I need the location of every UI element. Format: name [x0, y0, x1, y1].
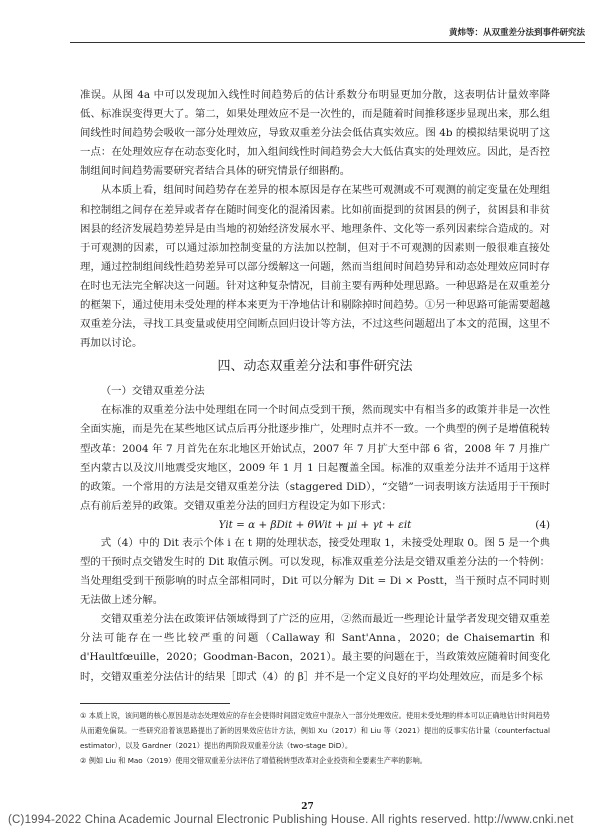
footnotes: [80, 708, 550, 768]
paragraph: 准误。从图 4a 中可以发现加入线性时间趋势后的估计系数分布明显更加分散，这表明估计量效率降低、标准误变得更大了。第二，如果处理效应不是一次性的，而是随着时间推移逐步显现出来，那么组间线性时间趋势会吸收一部分处理效应，导致双重差分法会低估真实效应。图 4b 的模拟结果说明了这一点：在处理效应存在动态变化时，加入组间线性时间趋势会大大低估真实的处理效应。因此，是否控制组间时间趋势需要研究者结合具体的研究情景仔细斟酌。: [80, 89, 550, 178]
footnote: ① 本质上说，该问题的核心原因是动态处理效应的存在会使得时间固定效应中混杂入一部分处理效应。使用未受处理的样本可以正确地估计时间趋势从而避免偏误。一些研究沿着该思路提出了新的因果效应估计方法，例如 Xu（2017）和 Liu 等（2021）提出的反事实估计量（counterfactual estimator），以及 Gardner（2021）提出的两阶段双重差分法（two-stage DiD）。: [80, 711, 550, 750]
section-title: 四、动态双重差分法和事件研究法: [217, 359, 413, 375]
subsection-title: （一）交错双重差分法: [100, 385, 205, 398]
footnote-divider: [80, 703, 230, 704]
paragraph: 从本质上看，组间时间趋势存在差异的根本原因是存在某些可观测或不可观测的前定变量在处理组和控制组之间存在差异或者存在随时间变化的混淆因素。比如前面提到的贫困县的例子，贫困县和非贫困县的经济发展趋势差异是由当地的初始经济发展水平、地理条件、文化等一系列因素综合造成的。对于可观测的因素，可以通过添加控制变量的方法加以控制，但对于不可观测的因素则一般很难直接处理，通过控制组间线性趋势差异可以部分缓解这一问题，然而当组间时间趋势异和动态处理效应同时存在时也无法完全解决这一问题。针对这种复杂情况，目前主要有两种处理思路。一种思路是在双重差分的框架下，通过使用未受处理的样本来更为干净地估计和剔除掉时间趋势。①另一种思路可能需要超越双重差分法，寻找工具变量或使用空间断点回归设计等方法，不过这些问题超出了本文的范围，这里不再加以讨论。: [80, 184, 550, 350]
equation-block: [80, 516, 550, 534]
equation: Yit = α + βDit + θWit + μi + γt + εit: [218, 518, 412, 531]
paragraph: 式（4）中的 Dit 表示个体 i 在 t 期的处理状态，接受处理取 1，未接受处理取 0。图 5 是一个典型的干预时点交错发生时的 Dit 取值示例。可以发现，标准双重差分法是交错双重差分法的一个特例：当处理组受到干预影响的时点全部相同时，Dit 可以分解为 Dit = Di × Postt，当干预时点不同时则无法做上述分解。: [80, 536, 550, 607]
running-title: 黄炜等：从双重差分法到事件研究法: [448, 28, 585, 38]
article-body: [80, 86, 550, 687]
paragraph: 交错双重差分法在政策评估领域得到了广泛的应用，②然而最近一些理论计量学者发现交错双重差分法可能存在一些比较严重的问题（Callaway 和 Sant'Anna，2020；de Chaisemartin 和 d'Haultfœuille，2020；Goodman-Bacon，2021）。最主要的问题在于，当政策效应随着时间变化时，交错双重差分法估计的结果［即式（4）的 β］并不是一个定义良好的平均处理效应，而是多个标: [80, 613, 550, 683]
paragraph: 在标准的双重差分法中处理组在同一个时间点受到干预，然而现实中有相当多的政策并非是一次性全面实施，而是先在某些地区试点后再分批逐步推广，处理时点并不一致。一个典型的例子是增值税转型改革：2004 年 7 月首先在东北地区开始试点，2007 年 7 月扩大至中部 6 省，2008 年 7 月推广至内蒙古以及汶川地震受灾地区，2009 年 1 月 1 日起覆盖全国。标准的双重差分法并不适用于这样的政策。一个常用的方法是交错双重差分法（staggered DiD），“交错”一词表明该方法适用于干预时点有前后差异的政策。交错双重差分法的回归方程设定为如下形式：: [80, 404, 550, 512]
copyright-notice: (C)1994-2022 China Academic Journal Electronic Publishing House. All rights reserved. http://www.cnki.net: [8, 814, 574, 826]
equation-number: (4): [535, 518, 550, 531]
running-header: [70, 24, 585, 43]
footnote: ② 例如 Liu 和 Mao（2019）使用交错双重差分法评估了增值税转型改革对企业投资和全要素生产率的影响。: [80, 756, 427, 765]
page-number: 27: [301, 802, 314, 812]
